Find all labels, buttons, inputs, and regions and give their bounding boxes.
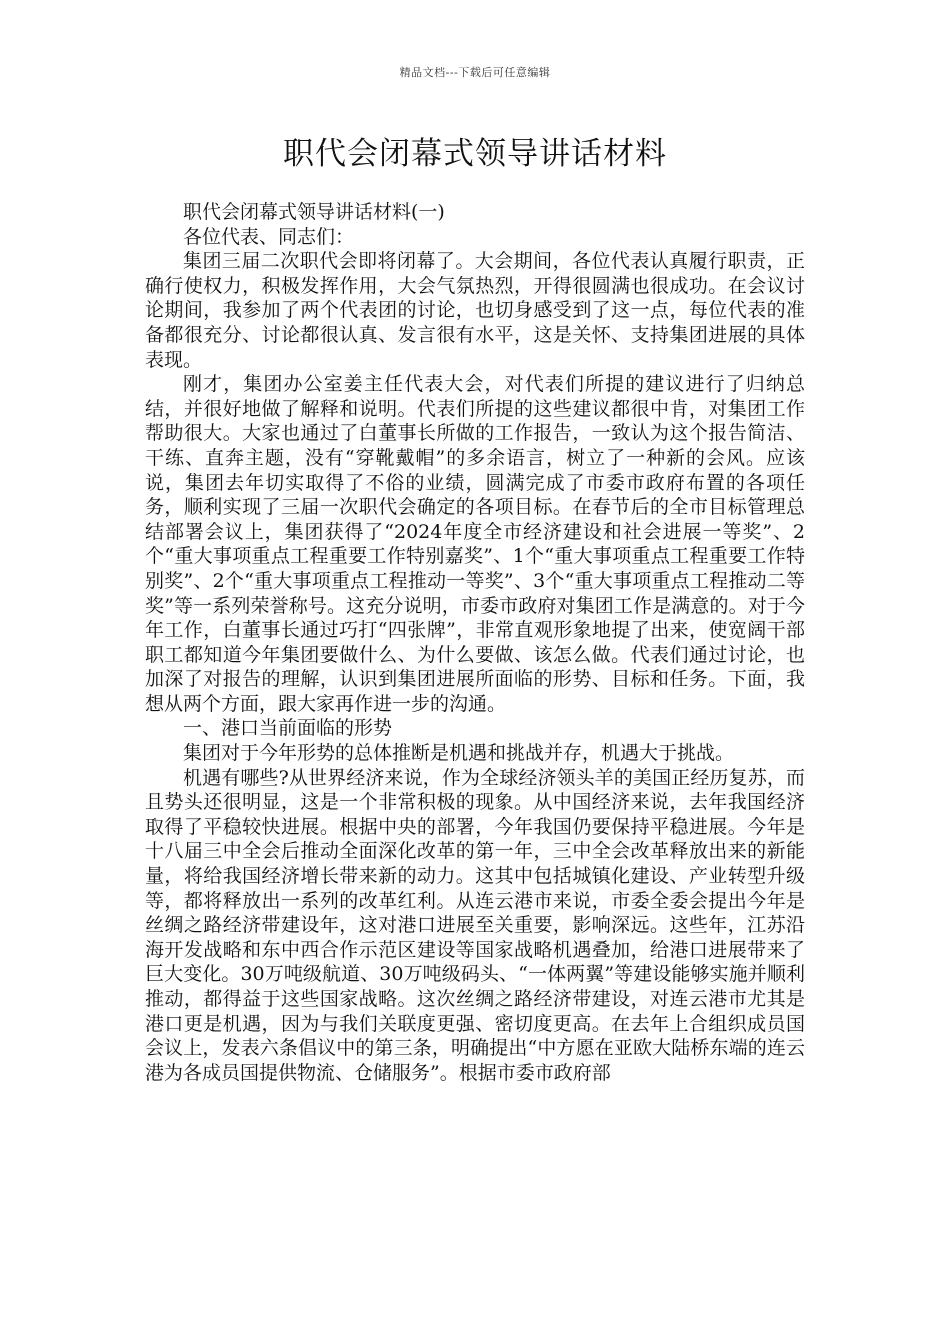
salutation-paragraph: 各位代表、同志们： <box>183 225 355 248</box>
document-body <box>145 200 805 1085</box>
body-paragraph: 刚才，集团办公室姜主任代表大会，对代表们所提的建议进行了归纳总结，并很好地做了解释和说明。代表们所提的这些建议都很中肯，对集团工作帮助很大。大家也通过了白董事长所做的工作报告，一致认为这个报告简洁、干练、直奔主题，没有“穿靴戴帽”的多余语言，树立了一种新的会风。应该说，集团去年切实取得了不俗的业绩，圆满完成了市委市政府布置的各项任务，顺利实现了三届一次职代会确定的各项目标。在春节后的全市目标管理总结部署会议上，集团获得了“2024年度全市经济建设和社会进展一等奖”、2个“重大事项重点工程重要工作特别嘉奖”、1个“重大事项重点工程重要工作特别奖”、2个“重大事项重点工程推动一等奖”、3个“重大事项重点工程推动二等奖”等一系列荣誉称号。这充分说明，市委市政府对集团工作是满意的。对于今年工作，白董事长通过巧打“四张牌”，非常直观形象地提了出来，使宽阔干部职工都知道今年集团要做什么、为什么要做、该怎么做。代表们通过讨论，也加深了对报告的理解，认识到集团进展所面临的形势、目标和任务。下面，我想从两个方面，跟大家再作进一步的沟通。 <box>145 373 805 715</box>
body-paragraph: 机遇有哪些?从世界经济来说，作为全球经济领头羊的美国正经历复苏，而且势头还很明显，这是一个非常积极的现象。从中国经济来说，去年我国经济取得了平稳较快进展。根据中央的部署，今年我国仍要保持平稳进展。今年是十八届三中全会后推动全面深化改革的第一年，三中全会改革释放出来的新能量，将给我国经济增长带来新的动力。这其中包括城镇化建设、产业转型升级等，都将释放出一系列的改革红利。从连云港市来说，市委全委会提出今年是丝绸之路经济带建设年，这对港口进展至关重要，影响深远。这些年，江苏沿海开发战略和东中西合作示范区建设等国家战略机遇叠加，给港口进展带来了巨大变化。30万吨级航道、30万吨级码头、“一体两翼”等建设能够实施并顺利推动，都得益于这些国家战略。这次丝绸之路经济带建设，对连云港市尤其是港口更是机遇，因为与我们关联度更强、密切度更高。在去年上合组织成员国会议上，发表六条倡议中的第三条，明确提出“中方愿在亚欧大陆桥东端的连云港为各成员国提供物流、仓储服务”。根据市委市政府部 <box>145 766 805 1084</box>
section-heading: 一、港口当前面临的形势 <box>183 717 393 740</box>
body-paragraph: 集团对于今年形势的总体推断是机遇和挑战并存，机遇大于挑战。 <box>183 742 735 765</box>
document-title: 职代会闭幕式领导讲话材料 <box>283 136 667 172</box>
subtitle-paragraph: 职代会闭幕式领导讲话材料(一) <box>183 201 445 223</box>
header-note: 精品文档---下载后可任意编辑 <box>399 66 551 79</box>
body-paragraph: 集团三届二次职代会即将闭幕了。大会期间，各位代表认真履行职责，正确行使权力，积极发挥作用，大会气氛热烈，开得很圆满也很成功。在会议讨论期间，我参加了两个代表团的讨论，也切身感受到了这一点，每位代表的准备都很充分、讨论都很认真、发言很有水平，这是关怀、支持集团进展的具体表现。 <box>145 250 805 371</box>
